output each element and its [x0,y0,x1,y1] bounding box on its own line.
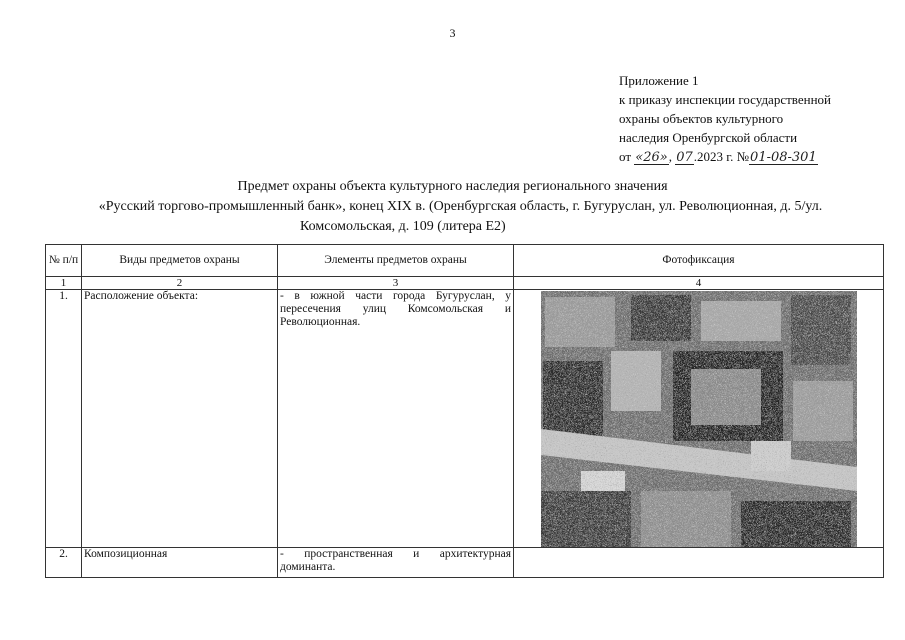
column-number: 1 [46,277,82,290]
row-type: Композиционная [82,548,278,578]
page-number: 3 [449,26,456,40]
row-number: 2. [46,548,82,578]
row-photo-cell [514,548,884,578]
row-elements: - в южной части города Бугуруслан, у пересечения улиц Комсомольская и Революционная. [278,290,514,548]
date-month: 07 [676,150,693,165]
date-month-field [675,149,694,165]
appendix-block [619,71,831,167]
header-number: № п/п [46,245,82,277]
table-row [46,290,884,548]
header-elements: Элементы предметов охраны [278,245,514,277]
date-prefix: от [619,149,632,164]
appendix-line-4: наследия Оренбургской области [619,130,798,145]
title-line-3: Комсомольская, д. 109 (литера Е2) [300,219,506,234]
row-photo-cell [514,290,884,548]
column-number: 4 [514,277,884,290]
appendix-line-1: Приложение 1 [619,73,699,88]
date-day: «26» [635,150,668,165]
table-row [46,548,884,578]
row-type: Расположение объекта: [82,290,278,548]
order-number: 01-08-301 [750,150,817,165]
aerial-photo-icon [541,291,857,547]
row-number: 1. [46,290,82,548]
title-line-1: Предмет охраны объекта культурного наследия регионального значения [237,179,668,194]
title-line-2: «Русский торгово-промышленный банк», конец XIX в. (Оренбургская область, г. Бугуруслан, ул. Революционная, д. 5/ул. [98,199,823,214]
column-number: 2 [82,277,278,290]
document-title [0,177,905,237]
header-photo: Фотофиксация [514,245,884,277]
date-day-field [634,149,668,165]
protection-subject-table [45,244,884,578]
appendix-line-2: к приказу инспекции государственной [619,92,831,107]
column-number-row [46,277,884,290]
table-header-row [46,245,884,277]
row-elements: - пространственная и архитектурная доминанта. [278,548,514,578]
appendix-line-3: охраны объектов культурного [619,111,784,126]
header-types: Виды предметов охраны [82,245,278,277]
order-number-field [749,149,818,165]
order-date-line: от «26», 07.2023 г. №01-08-301 [619,149,817,165]
date-year: .2023 г. [693,149,734,164]
number-prefix: № [736,149,750,164]
column-number: 3 [278,277,514,290]
